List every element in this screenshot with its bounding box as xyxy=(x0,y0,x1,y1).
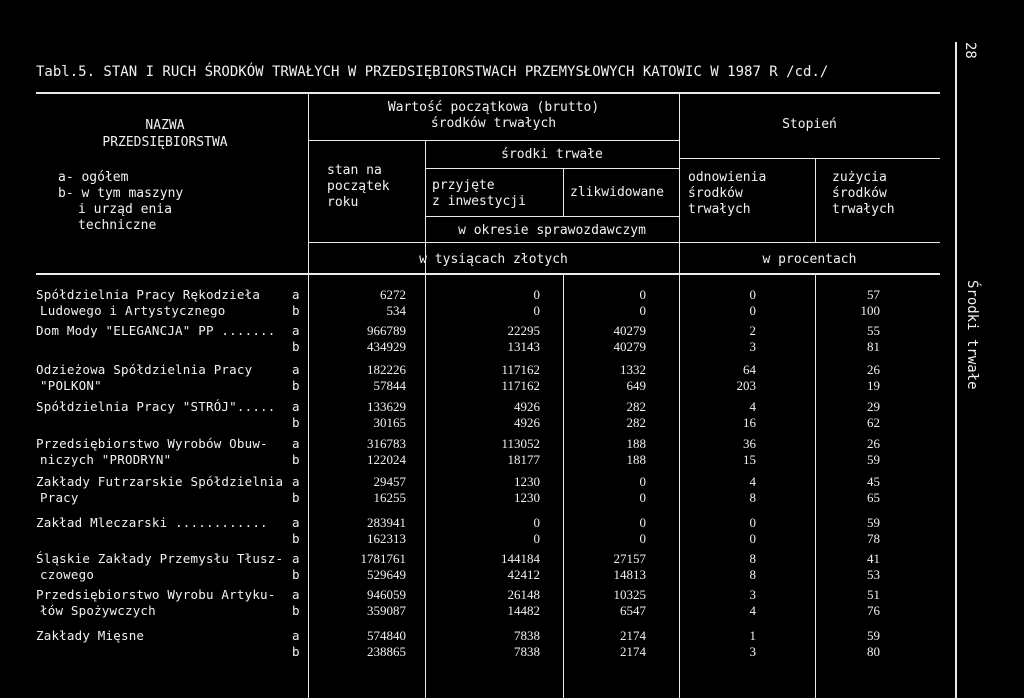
table-cell: 0 xyxy=(533,303,540,318)
table-cell: 22295 xyxy=(507,323,540,338)
row-type: b xyxy=(292,531,300,546)
row-name: "POLKON" xyxy=(40,378,102,393)
table-cell: 534 xyxy=(386,303,406,318)
table-cell: 2174 xyxy=(620,644,646,659)
header-name: NAZWA PRZEDSIĘBIORSTWA xyxy=(102,118,228,150)
table-cell: 40279 xyxy=(613,323,646,338)
row-name: Zakłady Mięsne xyxy=(36,628,145,643)
table-cell: 0 xyxy=(749,515,756,530)
table-cell: 0 xyxy=(533,531,540,546)
table-cell: 1230 xyxy=(514,490,540,505)
rule-period xyxy=(425,216,679,217)
row-name: Śląskie Zakłady Przemysłu Tłusz- xyxy=(36,551,284,566)
table-cell: 574840 xyxy=(367,628,406,643)
table-cell: 29 xyxy=(867,399,880,414)
table-cell: 434929 xyxy=(367,339,406,354)
row-name: Przedsiębiorstwo Wyrobu Artyku- xyxy=(36,587,276,602)
table-cell: 8 xyxy=(749,567,756,582)
table-cell: 1 xyxy=(749,628,756,643)
table-cell: 0 xyxy=(749,303,756,318)
table-cell: 316783 xyxy=(367,436,406,451)
vline-accepted-h xyxy=(563,168,564,217)
table-cell: 14482 xyxy=(507,603,540,618)
row-type: b xyxy=(292,378,300,393)
header-fixed-assets: środki trwałe xyxy=(501,147,603,162)
table-cell: 117162 xyxy=(501,378,540,393)
row-type: a xyxy=(292,474,300,489)
rule-fixed-assets xyxy=(425,168,679,169)
table-cell: 203 xyxy=(736,378,756,393)
table-cell: 7838 xyxy=(514,628,540,643)
header-period: w okresie sprawozdawczym xyxy=(458,223,646,238)
table-cell: 2174 xyxy=(620,628,646,643)
vline-renewal xyxy=(815,275,816,698)
row-name: Przedsiębiorstwo Wyrobów Obuw- xyxy=(36,436,268,451)
row-type: b xyxy=(292,452,300,467)
rule-right-margin xyxy=(955,42,957,698)
vline-name xyxy=(308,92,309,698)
rule-unit-bottom xyxy=(36,273,940,275)
table-cell: 36 xyxy=(743,436,756,451)
table-cell: 59 xyxy=(867,628,880,643)
table-cell: 100 xyxy=(860,303,880,318)
table-cell: 6272 xyxy=(380,287,406,302)
table-cell: 62 xyxy=(867,415,880,430)
table-cell: 117162 xyxy=(501,362,540,377)
header-wear: zużycia środków trwałych xyxy=(832,170,895,217)
row-name: Spółdzielnia Pracy Rękodzieła xyxy=(36,287,261,302)
row-type: a xyxy=(292,436,300,451)
table-cell: 6547 xyxy=(620,603,646,618)
table-cell: 188 xyxy=(626,436,646,451)
table-cell: 29457 xyxy=(373,474,406,489)
table-cell: 0 xyxy=(533,515,540,530)
table-cell: 966789 xyxy=(367,323,406,338)
table-cell: 946059 xyxy=(367,587,406,602)
row-type: a xyxy=(292,515,300,530)
table-cell: 51 xyxy=(867,587,880,602)
header-liquidated: zlikwidowane xyxy=(570,185,664,200)
table-cell: 26 xyxy=(867,436,880,451)
table-cell: 0 xyxy=(639,287,646,302)
table-cell: 282 xyxy=(626,415,646,430)
table-cell: 113052 xyxy=(501,436,540,451)
unit-thousand: w tysiącach złotych xyxy=(419,252,568,267)
row-type: a xyxy=(292,628,300,643)
row-type: a xyxy=(292,323,300,338)
vline-value xyxy=(679,92,680,698)
row-name: Dom Mody "ELEGANCJA" PP ....... xyxy=(36,323,276,338)
table-cell: 8 xyxy=(749,551,756,566)
table-cell: 182226 xyxy=(367,362,406,377)
table-cell: 76 xyxy=(867,603,880,618)
table-cell: 2 xyxy=(749,323,756,338)
table-cell: 3 xyxy=(749,644,756,659)
table-cell: 4 xyxy=(749,474,756,489)
table-cell: 57844 xyxy=(373,378,406,393)
table-cell: 55 xyxy=(867,323,880,338)
table-cell: 3 xyxy=(749,339,756,354)
header-start-year: stan na początek roku xyxy=(327,163,390,210)
table-cell: 59 xyxy=(867,452,880,467)
table-cell: 0 xyxy=(639,515,646,530)
row-name: Zakłady Futrzarskie Spółdzielnia xyxy=(36,474,284,489)
table-cell: 30165 xyxy=(373,415,406,430)
row-name: Spółdzielnia Pracy "STRÓJ"..... xyxy=(36,399,276,414)
table-cell: 15 xyxy=(743,452,756,467)
row-type: a xyxy=(292,587,300,602)
table-cell: 122024 xyxy=(367,452,406,467)
rule-value-group xyxy=(308,140,679,141)
table-cell: 27157 xyxy=(613,551,646,566)
row-type: a xyxy=(292,287,300,302)
table-cell: 4926 xyxy=(514,415,540,430)
table-title: Tabl.5. STAN I RUCH ŚRODKÓW TRWAŁYCH W PRZEDSIĘBIORSTWACH PRZEMYSŁOWYCH KATOWIC W 1987 R /cd./ xyxy=(36,64,829,80)
rule-top xyxy=(36,92,940,94)
table-cell: 59 xyxy=(867,515,880,530)
row-name: Ludowego i Artystycznego xyxy=(40,303,226,318)
table-cell: 0 xyxy=(639,490,646,505)
table-cell: 45 xyxy=(867,474,880,489)
table-cell: 8 xyxy=(749,490,756,505)
table-cell: 65 xyxy=(867,490,880,505)
table-cell: 18177 xyxy=(507,452,540,467)
table-cell: 4 xyxy=(749,603,756,618)
table-cell: 19 xyxy=(867,378,880,393)
header-value-group: Wartość początkowa (brutto) środków trwałych xyxy=(387,100,600,131)
table-cell: 133629 xyxy=(367,399,406,414)
row-type: b xyxy=(292,415,300,430)
rule-degree xyxy=(679,158,940,159)
table-cell: 57 xyxy=(867,287,880,302)
table-cell: 0 xyxy=(749,287,756,302)
row-type: a xyxy=(292,362,300,377)
table-cell: 0 xyxy=(639,303,646,318)
row-type: b xyxy=(292,339,300,354)
header-legend: a- ogółem b- w tym maszyny i urząd enia techniczne xyxy=(58,170,184,233)
table-cell: 64 xyxy=(743,362,756,377)
table-cell: 10325 xyxy=(613,587,646,602)
table-cell: 3 xyxy=(749,587,756,602)
table-cell: 80 xyxy=(867,644,880,659)
row-type: b xyxy=(292,603,300,618)
row-name: łów Spożywczych xyxy=(40,603,156,618)
row-type: b xyxy=(292,567,300,582)
table-cell: 0 xyxy=(533,287,540,302)
row-type: b xyxy=(292,644,300,659)
row-name: niczych "PRODRYN" xyxy=(40,452,172,467)
row-name: czowego xyxy=(40,567,95,582)
table-cell: 40279 xyxy=(613,339,646,354)
header-renewal: odnowienia środków trwałych xyxy=(688,170,767,217)
row-name: Zakład Mleczarski ............ xyxy=(36,515,268,530)
table-cell: 359087 xyxy=(367,603,406,618)
row-type: b xyxy=(292,490,300,505)
vline-renewal-h xyxy=(815,158,816,243)
table-cell: 1781761 xyxy=(360,551,406,566)
page-number: 28 xyxy=(962,42,978,59)
table-cell: 1332 xyxy=(620,362,646,377)
vline-accepted xyxy=(563,275,564,698)
row-type: a xyxy=(292,551,300,566)
header-accepted: przyjęte z inwestycji xyxy=(432,178,526,209)
table-cell: 0 xyxy=(639,474,646,489)
header-degree: Stopień xyxy=(782,117,837,132)
table-cell: 7838 xyxy=(514,644,540,659)
table-cell: 0 xyxy=(749,531,756,546)
table-cell: 81 xyxy=(867,339,880,354)
row-name: Odzieżowa Spółdzielnia Pracy xyxy=(36,362,253,377)
rule-header-bottom xyxy=(308,242,940,243)
table-cell: 1230 xyxy=(514,474,540,489)
row-type: a xyxy=(292,399,300,414)
table-cell: 16255 xyxy=(373,490,406,505)
table-cell: 13143 xyxy=(507,339,540,354)
table-cell: 649 xyxy=(626,378,646,393)
table-cell: 14813 xyxy=(613,567,646,582)
unit-percent: w procentach xyxy=(762,252,857,267)
table-cell: 26148 xyxy=(507,587,540,602)
table-cell: 26 xyxy=(867,362,880,377)
side-label: Środki trwałe xyxy=(964,280,980,390)
table-cell: 282 xyxy=(626,399,646,414)
row-type: b xyxy=(292,303,300,318)
table-cell: 188 xyxy=(626,452,646,467)
table-cell: 0 xyxy=(639,531,646,546)
table-cell: 78 xyxy=(867,531,880,546)
table-cell: 283941 xyxy=(367,515,406,530)
table-cell: 4926 xyxy=(514,399,540,414)
table-cell: 42412 xyxy=(507,567,540,582)
table-cell: 238865 xyxy=(367,644,406,659)
table-cell: 53 xyxy=(867,567,880,582)
table-cell: 162313 xyxy=(367,531,406,546)
table-cell: 4 xyxy=(749,399,756,414)
table-cell: 41 xyxy=(867,551,880,566)
table-cell: 16 xyxy=(743,415,756,430)
row-name: Pracy xyxy=(40,490,79,505)
table-cell: 529649 xyxy=(367,567,406,582)
table-cell: 144184 xyxy=(501,551,540,566)
